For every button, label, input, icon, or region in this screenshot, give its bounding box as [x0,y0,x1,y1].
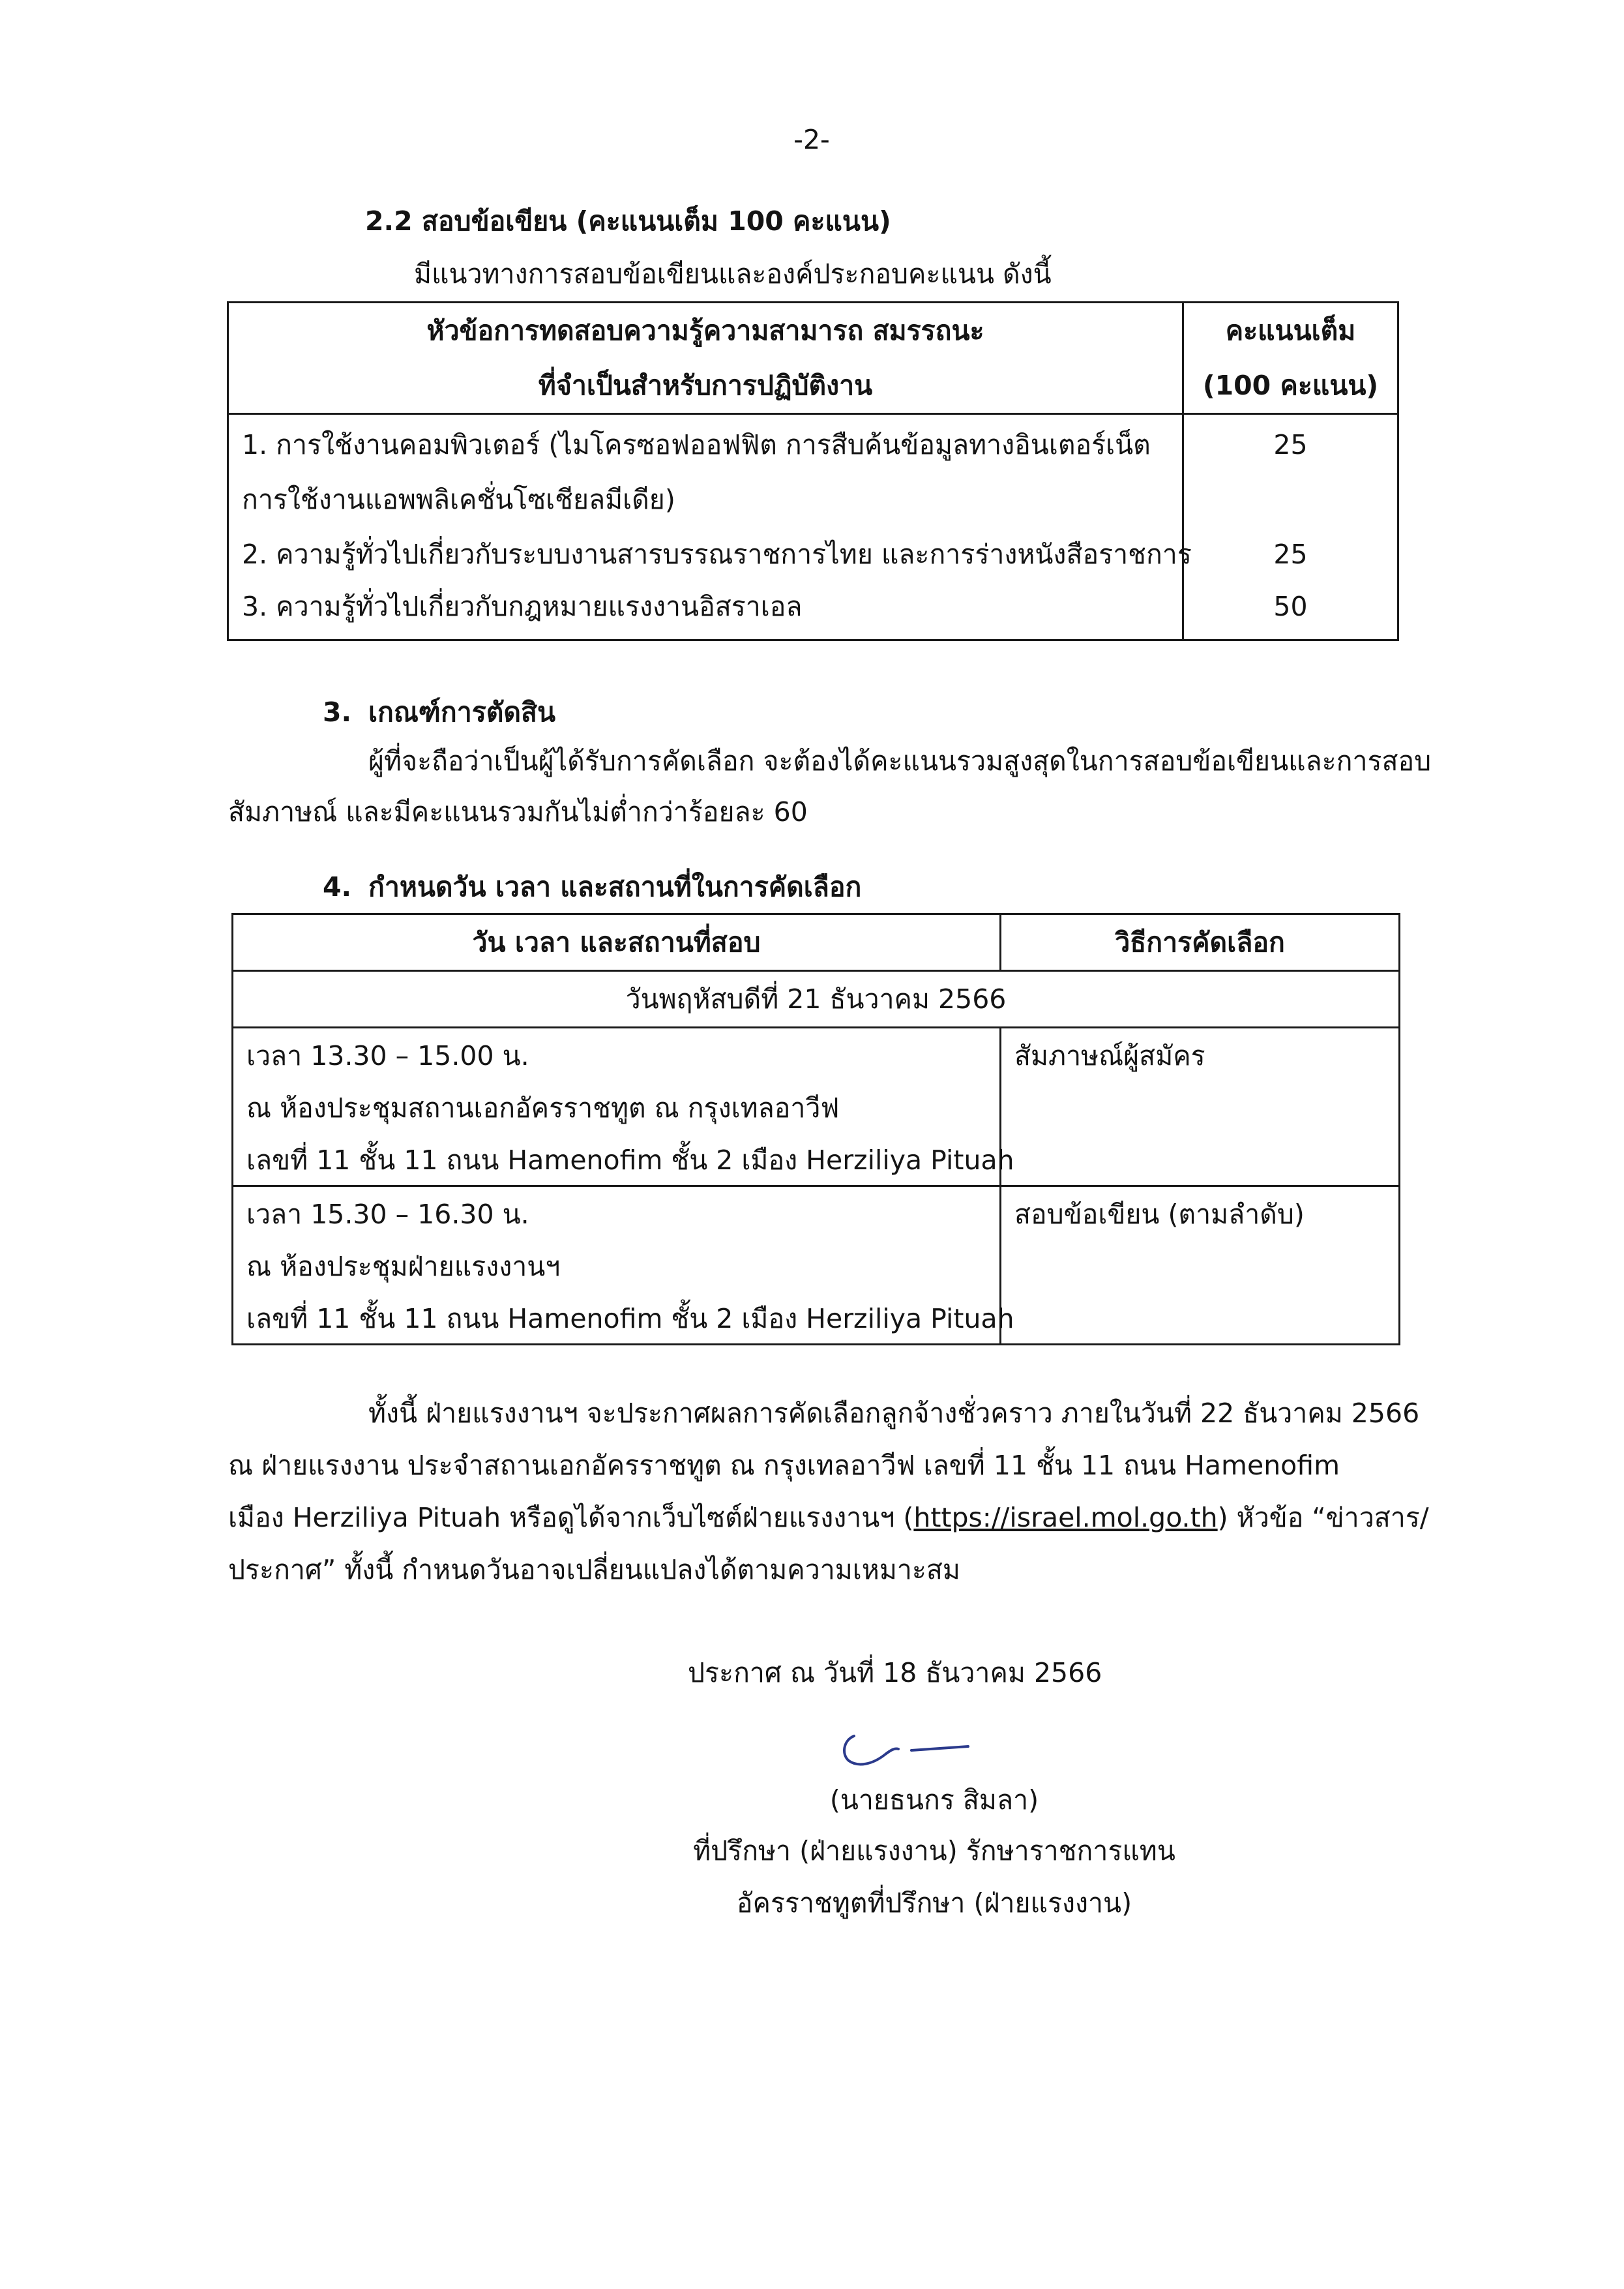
schedule-row-1-method [1001,1028,1400,1186]
row-2-method: สอบข้อเขียน (ตามลำดับ) [1014,1199,1305,1230]
signatory-title-line1: ที่ปรึกษา (ฝ่ายแรงงาน) รักษาราชการแทน [693,1835,1175,1866]
announcement-line4: ประกาศ” ทั้งนี้ กำหนดวันอาจเปลี่ยนแปลงได้ตามความเหมาะสม [228,1554,960,1585]
scoring-table-body [228,414,1398,640]
section-3-number: 3. [323,696,352,728]
section-2-2-heading: 2.2 สอบข้อเขียน (คะแนนเต็ม 100 คะแนน) [365,205,891,237]
row-2-place: ณ ห้องประชุมฝ่ายแรงงานฯ [246,1251,561,1282]
section-3-heading: เกณฑ์การตัดสิน [368,696,556,728]
header-score [1183,303,1398,414]
date-cell: วันพฤหัสบดีที่ 21 ธันวาคม 2566 [233,971,1400,1028]
announcement-line1: ทั้งนี้ ฝ่ายแรงงานฯ จะประกาศผลการคัดเลือกลูกจ้างชั่วคราว ภายในวันที่ 22 ธันวาคม 2566 [368,1398,1420,1429]
topic-cell [228,414,1192,640]
row-2-time: เวลา 15.30 – 16.30 น. [246,1199,529,1230]
signatory-name: (นายธนกร สิมลา) [829,1784,1039,1816]
schedule-date-row [233,971,1400,1028]
topic-3: 3. ความรู้ทั่วไปเกี่ยวกับกฎหมายแรงงานอิสราเอล [242,591,803,622]
signature-stroke-2 [911,1746,968,1750]
announcement-line3-after: ) หัวข้อ “ข่าวสาร/ [1217,1502,1429,1533]
row-1-place: ณ ห้องประชุมสถานเอกอัครราชทูต ณ กรุงเทลอาวีฟ [246,1092,840,1124]
topic-1-line2: การใช้งานแอพพลิเคชั่นโซเชียลมีเดีย) [242,484,675,515]
section-2-2-intro: มีแนวทางการสอบข้อเขียนและองค์ประกอบคะแนน ดังนี้ [414,258,1052,290]
header-method: วิธีการคัดเลือก [1001,914,1400,971]
score-2: 25 [1273,539,1308,570]
schedule-row-2 [233,1186,1400,1345]
schedule-row-1 [233,1028,1400,1186]
header-when: วัน เวลา และสถานที่สอบ [233,914,1001,971]
schedule-row-2-details [233,1186,1014,1345]
row-1-time: เวลา 13.30 – 15.00 น. [246,1040,529,1071]
topic-1-line1: 1. การใช้งานคอมพิวเตอร์ (ไมโครซอฟออฟฟิต การสืบค้นข้อมูลทางอินเตอร์เน็ต [242,429,1151,460]
topic-2: 2. ความรู้ทั่วไปเกี่ยวกับระบบงานสารบรรณราชการไทย และการร่างหนังสือราชการ [242,539,1192,570]
section-4-heading: กำหนดวัน เวลา และสถานที่ในการคัดเลือก [368,871,862,903]
schedule-table-header [233,914,1400,971]
header-topic-line1: หัวข้อการทดสอบความรู้ความสามารถ สมรรถนะ [426,315,984,346]
score-cell [1183,414,1398,640]
header-score-line2: (100 คะแนน) [1202,370,1379,401]
scoring-table-header [228,303,1398,414]
ministry-website-link[interactable]: https://israel.mol.go.th [913,1502,1218,1533]
signature-stroke-1 [844,1736,898,1764]
announcement-line3 [228,1490,1429,1545]
page-number: -2- [793,124,830,155]
row-2-address: เลขที่ 11 ชั้น 11 ถนน Hamenofim ชั้น 2 เมือง Herziliya Pituah [246,1303,1014,1334]
schedule-table [231,913,1400,1345]
signatory-title-line2: อัครราชทูตที่ปรึกษา (ฝ่ายแรงงาน) [736,1887,1132,1919]
score-1: 25 [1273,429,1308,460]
score-1-spacer [1184,472,1397,527]
scoring-table [227,301,1399,641]
header-topic [228,303,1183,414]
header-topic-line2: ที่จำเป็นสำหรับการปฏิบัติงาน [538,370,873,401]
signature-mark [834,1722,991,1780]
header-score-line1: คะแนนเต็ม [1225,315,1356,346]
section-3-line2: สัมภาษณ์ และมีคะแนนรวมกันไม่ต่ำกว่าร้อยละ 60 [228,796,808,828]
announcement-line3-before: เมือง Herziliya Pituah หรือดูได้จากเว็บไซต์ฝ่ายแรงงานฯ ( [228,1502,914,1533]
row-1-method: สัมภาษณ์ผู้สมัคร [1014,1040,1205,1071]
announcement-line2: ณ ฝ่ายแรงงาน ประจำสถานเอกอัครราชทูต ณ กรุงเทลอาวีฟ เลขที่ 11 ชั้น 11 ถนน Hamenofim [228,1450,1340,1481]
announcement-date: ประกาศ ณ วันที่ 18 ธันวาคม 2566 [688,1657,1102,1688]
schedule-row-2-method [1001,1186,1400,1345]
section-3-line1: ผู้ที่จะถือว่าเป็นผู้ได้รับการคัดเลือก จะต้องได้คะแนนรวมสูงสุดในการสอบข้อเขียนและการสอบ [368,745,1432,777]
section-4-number: 4. [323,871,352,903]
row-1-address: เลขที่ 11 ชั้น 11 ถนน Hamenofim ชั้น 2 เมือง Herziliya Pituah [246,1144,1014,1176]
score-3: 50 [1273,591,1308,622]
schedule-row-1-details [233,1028,1014,1186]
